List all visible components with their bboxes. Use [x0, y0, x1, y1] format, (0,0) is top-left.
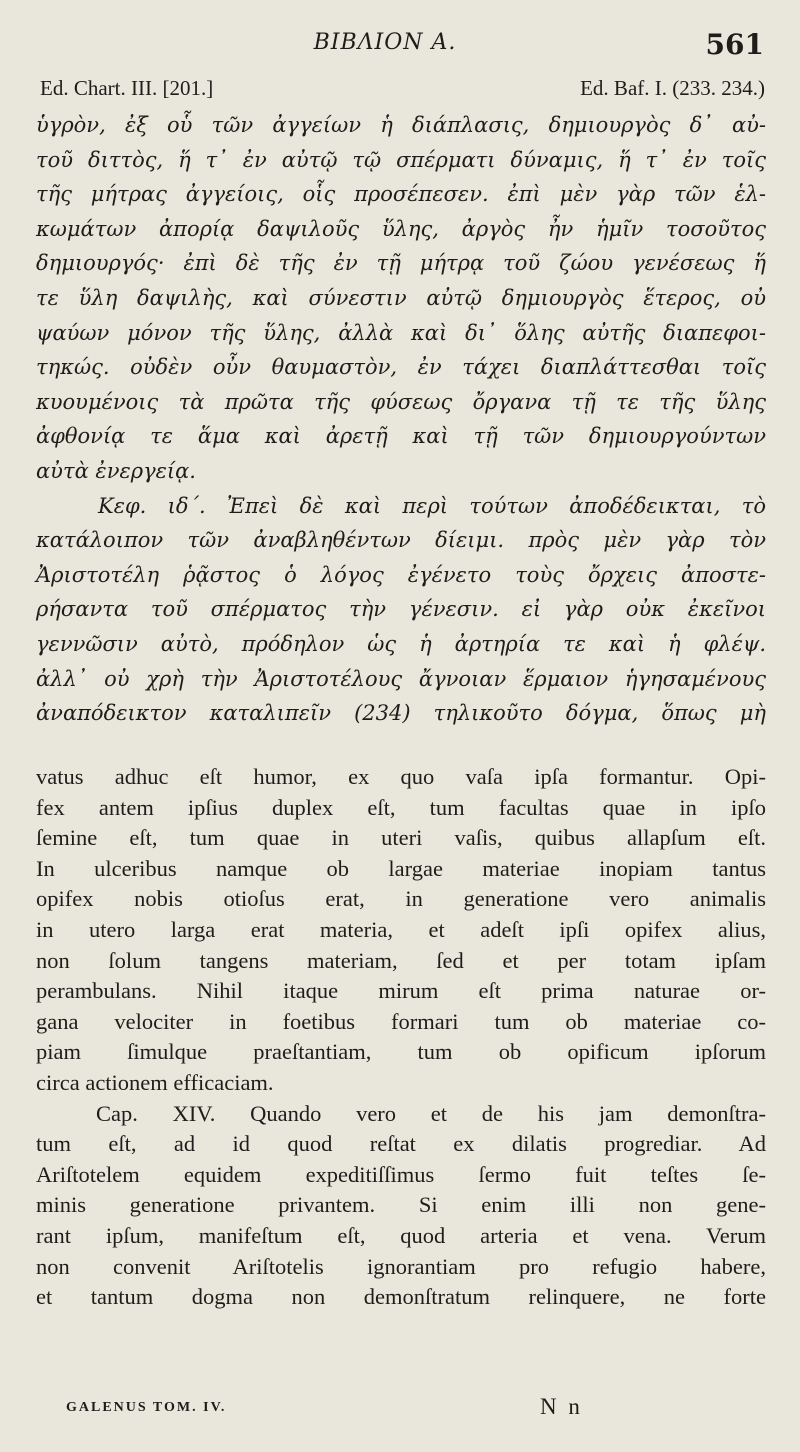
greek-line: κατάλοιπον τῶν ἀναβληθέντων δίειμι. πρὸς μὲν γὰρ τὸν	[36, 528, 766, 553]
chartier-edition-reference: Ed. Chart. III. [201.]	[40, 76, 214, 100]
latin-line: piam ſimulque praeſtantiam, tum ob opificum ipſorum	[36, 1039, 766, 1065]
greek-line: τε ὕλη δαψιλὴς, καὶ σύνεστιν αὐτῷ δημιουργὸς ἕτερος, οὐ	[36, 285, 766, 310]
greek-line: ψαύων μόνον τῆς ὕλης, ἀλλὰ καὶ δι᾽ ὅλης αὐτῆς διαπεφοι-	[36, 320, 766, 345]
latin-line: Ariſtotelem equidem expeditiſſimus ſermo fuit teſtes ſe-	[36, 1161, 766, 1187]
greek-line: τοῦ διττὸς, ἥ τ᾽ ἐν αὐτῷ τῷ σπέρματι δύναμις, ἥ τ᾽ ἐν τοῖς	[36, 147, 766, 172]
greek-line: ρήσαντα τοῦ σπέρματος τὴν γένεσιν. εἰ γὰρ οὐκ ἐκεῖνοι	[36, 597, 766, 622]
basel-edition-reference: Ed. Baf. I. (233. 234.)	[580, 76, 765, 100]
latin-line: in utero larga erat materia, et adeſt ipſi opifex alius,	[36, 916, 766, 942]
book-title: ΒΙΒΛΙΟΝ Α.	[313, 30, 457, 55]
latin-line: In ulceribus namque ob largae materiae inopiam tantus	[36, 855, 766, 881]
latin-line: vatus adhuc eſt humor, ex quo vaſa ipſa formantur. Opi-	[36, 764, 766, 789]
latin-line: rant ipſum, manifeſtum eſt, quod arteria et vena. Verum	[36, 1222, 766, 1248]
greek-line: γεννῶσιν αὐτὸ, πρόδηλον ὡς ἡ ἀρτηρία τε καὶ ἡ φλέψ.	[36, 631, 766, 656]
greek-chapter-heading-line: Κεφ. ιδ΄. Ἐπεὶ δὲ καὶ περὶ τούτων ἀποδέδεικται, τὸ	[98, 493, 766, 518]
greek-line: δημιουργός· ἐπὶ δὲ τῆς ἐν τῇ μήτρᾳ τοῦ ζώου γενέσεως ἥ	[36, 251, 766, 276]
greek-line: ὑγρὸν, ἐξ οὗ τῶν ἀγγείων ἡ διάπλασις, δημιουργὸς δ᾽ αὐ-	[36, 113, 766, 137]
latin-line: opifex nobis otioſus erat, in generatione vero animalis	[36, 886, 766, 912]
greek-line: κυουμένοις τὰ πρῶτα τῆς φύσεως ὄργανα τῇ τε τῆς ὕλης	[36, 389, 766, 414]
latin-chapter-heading-line: Cap. XIV. Quando vero et de his jam demonſtra-	[96, 1100, 766, 1126]
latin-line: et tantum dogma non demonſtratum relinquere, ne forte	[36, 1284, 766, 1310]
running-head	[0, 30, 800, 60]
volume-title: GALENUS TOM. IV.	[66, 1400, 227, 1415]
greek-line: κωμάτων ἀπορίᾳ δαψιλοῦς ὕλης, ἀργὸς ἦν ἡμῖν τοσοῦτος	[36, 216, 766, 241]
latin-line: gana velociter in foetibus formari tum ob materiae co-	[36, 1008, 766, 1034]
greek-line: Ἀριστοτέλη ῥᾷστος ὁ λόγος ἐγένετο τοὺς ὄρχεις ἀποστε-	[36, 562, 766, 587]
page-footer	[66, 1394, 586, 1424]
latin-line: circa actionem efficaciam.	[36, 1069, 274, 1095]
edition-references	[40, 76, 765, 106]
latin-line: minis generatione privantem. Si enim illi non gene-	[36, 1192, 766, 1218]
printer-signature-mark: N n	[540, 1394, 583, 1419]
latin-line: non ſolum tangens materiam, ſed et per totam ipſam	[36, 947, 766, 973]
greek-line: ἀφθονίᾳ τε ἅμα καὶ ἀρετῇ καὶ τῇ τῶν δημιουργούντων	[36, 424, 766, 449]
greek-line: ἀλλ᾽ οὐ χρὴ τὴν Ἀριστοτέλους ἄγνοιαν ἕρμαιον ἡγησαμένους	[36, 666, 766, 691]
greek-line: τηκώς. οὐδὲν οὖν θαυμαστὸν, ἐν τάχει διαπλάττεσθαι τοῖς	[36, 355, 766, 380]
latin-line: tum eſt, ad id quod reſtat ex dilatis progrediar. Ad	[36, 1131, 766, 1157]
greek-text-block	[36, 108, 766, 731]
page-number: 561	[705, 28, 764, 61]
greek-line: αὐτὰ ἐνεργείᾳ.	[36, 458, 196, 483]
greek-line: τῆς μήτρας ἀγγείοις, οἷς προσέπεσεν. ἐπὶ μὲν γὰρ τῶν ἑλ-	[36, 182, 766, 207]
latin-line: non convenit Ariſtotelis ignorantiam pro refugio habere,	[36, 1253, 766, 1279]
latin-line: perambulans. Nihil itaque mirum eſt prima naturae or-	[36, 978, 766, 1004]
latin-text-block	[36, 762, 766, 1313]
greek-line: ἀναπόδεικτον καταλιπεῖν (234) τηλικοῦτο δόγμα, ὅπως μὴ	[36, 701, 766, 726]
latin-line: ſemine eſt, tum quae in uteri vaſis, quibus allapſum eſt.	[36, 825, 766, 851]
latin-line: fex antem ipſius duplex eſt, tum facultas quae in ipſo	[36, 794, 766, 820]
